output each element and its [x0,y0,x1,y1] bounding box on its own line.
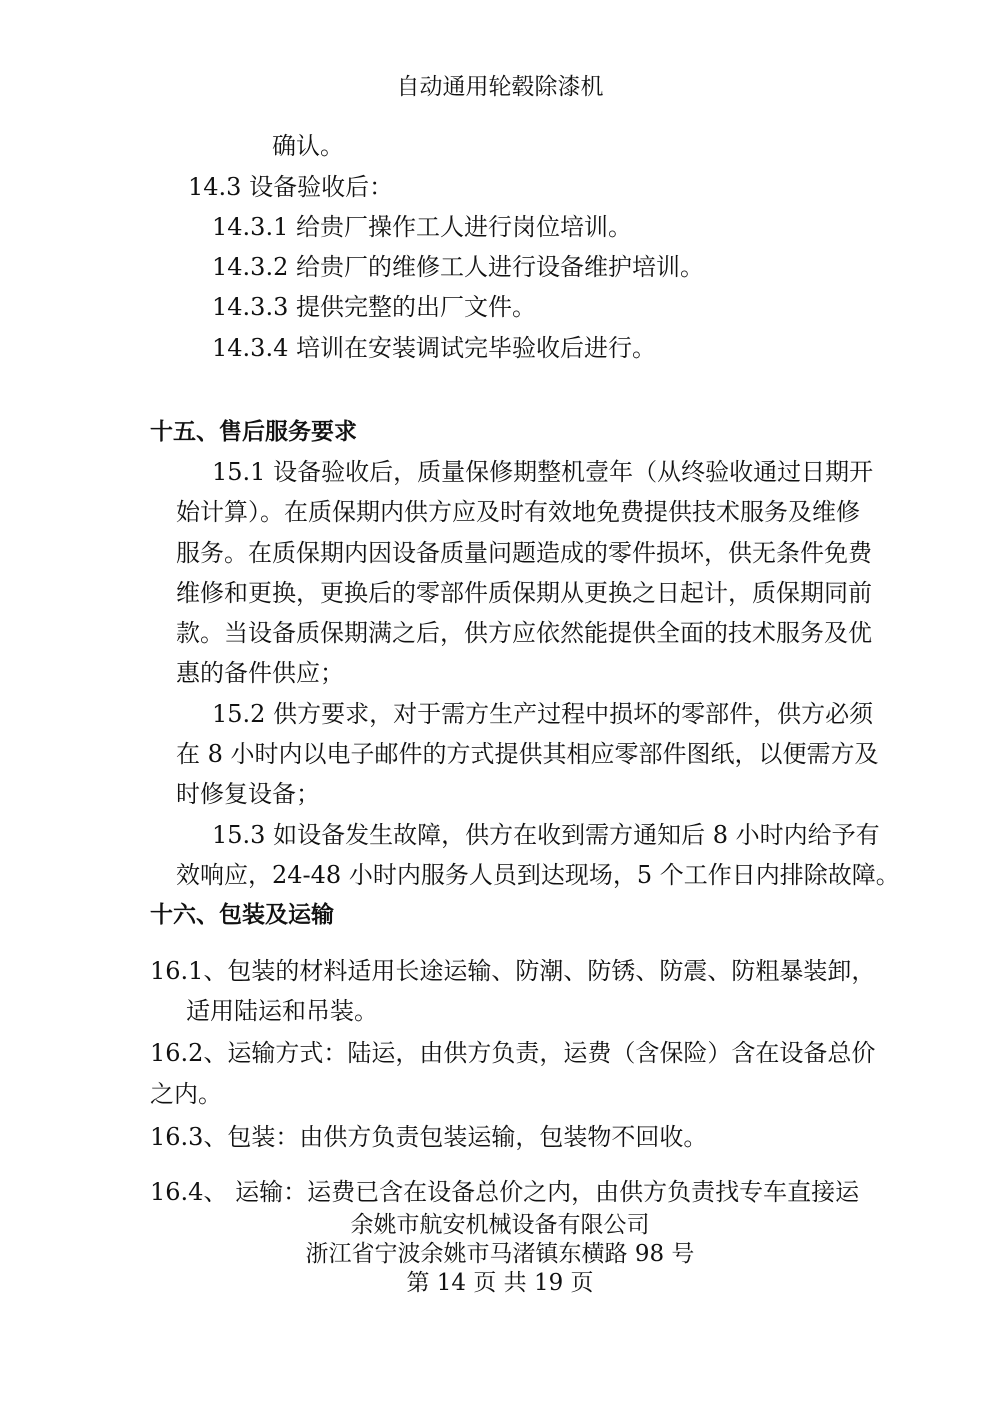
section-heading-16: 十六、包装及运输 [150,902,334,928]
text-line: 14.3.2 给贵厂的维修工人进行设备维护培训。 [212,253,704,281]
text-line: 16.1、包装的材料适用长途运输、防潮、防锈、防震、防粗暴装卸， [150,957,876,985]
text-line: 14.3 设备验收后： [188,173,394,201]
text-line: 之内。 [150,1080,222,1108]
document-header: 自动通用轮毂除漆机 [396,74,604,100]
text-line: 确认。 [272,132,344,160]
text-line: 16.4、 运输：运费已含在设备总价之内，由供方负责找专车直接运 [150,1178,860,1206]
text-line: 款。当设备质保期满之后，供方应依然能提供全面的技术服务及优 [176,619,872,647]
text-line: 15.2 供方要求，对于需方生产过程中损坏的零部件，供方必须 [212,700,874,728]
text-line: 15.1 设备验收后，质量保修期整机壹年（从终验收通过日期开 [212,458,874,486]
text-line: 在 8 小时内以电子邮件的方式提供其相应零部件图纸，以便需方及 [176,740,879,768]
text-line: 15.3 如设备发生故障，供方在收到需方通知后 8 小时内给予有 [212,821,880,849]
page-number: 第 14 页 共 19 页 [406,1270,594,1296]
text-line: 14.3.3 提供完整的出厂文件。 [212,293,536,321]
text-line: 14.3.1 给贵厂操作工人进行岗位培训。 [212,213,632,241]
text-line: 维修和更换，更换后的零部件质保期从更换之日起计，质保期同前 [176,579,872,607]
text-line: 适用陆运和吊装。 [186,997,378,1025]
text-line: 14.3.4 培训在安装调试完毕验收后进行。 [212,334,656,362]
text-line: 时修复设备； [176,780,320,808]
text-line: 惠的备件供应； [176,659,344,687]
text-line: 16.2、运输方式：陆运，由供方负责，运费（含保险）含在设备总价 [150,1039,876,1067]
text-line: 始计算）。在质保期内供方应及时有效地免费提供技术服务及维修 [176,498,860,526]
section-heading-15: 十五、售后服务要求 [150,419,357,445]
footer-company: 余姚市航安机械设备有限公司 [350,1212,650,1238]
text-line: 16.3、包装：由供方负责包装运输，包装物不回收。 [150,1123,708,1151]
text-line: 服务。在质保期内因设备质量问题造成的零件损坏，供无条件免费 [176,539,872,567]
footer-address: 浙江省宁波余姚市马渚镇东横路 98 号 [305,1241,695,1267]
text-line: 效响应，24-48 小时内服务人员到达现场，5 个工作日内排除故障。 [176,861,900,889]
